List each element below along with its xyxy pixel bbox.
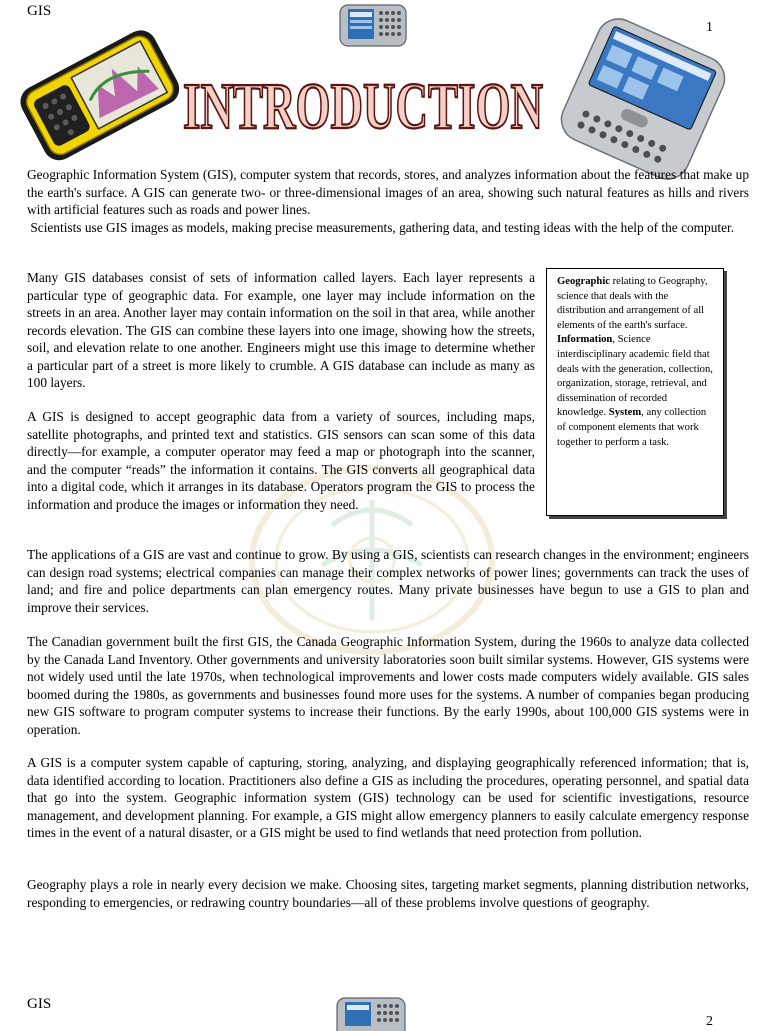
sidebar-definition: relating to Geography, science that deals with the distribution and arrangement of all elements of the earth's surface. — [557, 276, 708, 331]
sources-paragraph: A GIS is designed to accept geographic data from a variety of sources, including maps, satellite photographs, and printed text and statistics. GIS sensors can scan some of this data directly—for example, a computer operator may feed a map or photograph into the scanner, and the computer “reads” the information it contains. The GIS converts all geographical data into a digital code, which it arranges in its database. Operators program the GIS to process the information and produce the images or information they need. — [27, 409, 535, 512]
pda-device-icon — [336, 3, 410, 48]
applications-paragraph: The applications of a GIS are vast and continue to grow. By using a GIS, scientists can research changes in the environment; engineers can design road systems; electrical companies can manage their complex networks of power lines; governments can track the uses of land; and fire and police departments can plan emergency routes. Many private businesses have begun to use a GIS to plan and improve their services. — [27, 547, 749, 615]
page-number: 1 — [706, 20, 713, 35]
history-paragraph: The Canadian government built the first GIS, the Canada Geographic Information System, during the 1960s to analyze data collected by the Canada Land Inventory. Other governments and university laboratories soon built similar systems. However, GIS systems were not widely used until the late 1970s, when technological improvements and lower costs made computers widely available. GIS sales boomed during the 1980s, as governments and businesses found more uses for the systems. A number of companies began producing new GIS software to program computer systems to increase their functions. By the early 1990s, about 100,000 GIS systems were in operation. — [27, 634, 749, 737]
header-label: GIS — [27, 3, 52, 19]
sidebar-term: System — [608, 407, 642, 419]
smartphone-icon — [537, 24, 749, 174]
intro-paragraph-text-2: Scientists use GIS images as models, making precise measurements, gathering data, and testing ideas with the help of the computer. — [30, 219, 735, 235]
footer-label: GIS — [27, 996, 52, 1012]
intro-paragraph — [27, 166, 749, 236]
layers-paragraph: Many GIS databases consist of sets of information called layers. Each layer represents a particular type of geographic data. For example, one layer may include information on the streets in an area. Another layer may contain information on the soil in that area, while another records elevation. The GIS can combine these layers into one image, showing how the streets, soil, and elevation relate to one another. Engineers might use this image to determine whether a particular part of a street is more likely to crumble. A GIS database can include as many as 100 layers. — [27, 270, 535, 390]
page-title — [178, 56, 548, 143]
sidebar-term: Information — [557, 334, 613, 346]
pda-device-icon — [333, 996, 409, 1026]
gps-handheld-icon — [4, 26, 192, 162]
sidebar-term: Geographic — [557, 276, 610, 287]
definitions-sidebar — [546, 268, 724, 516]
next-page-number: 2 — [706, 1014, 713, 1029]
geography-paragraph: Geography plays a role in nearly every decision we make. Choosing sites, targeting market segments, planning distribution networks, responding to emergencies, or redrawing country boundaries—all of these problems involve questions of geography. — [27, 877, 749, 910]
intro-paragraph-text: Geographic Information System (GIS), computer system that records, stores, and analyzes information about the features that make up the earth's surface. A GIS can generate two- or three-dimensional images of an area, showing such natural features as hills and rivers with artificial features such as roads and power lines. — [27, 167, 749, 217]
definition-paragraph: A GIS is a computer system capable of capturing, storing, analyzing, and displaying geographically referenced information; that is, data identified according to location. Practitioners also define a GIS as including the procedures, operating personnel, and spatial data that go into the system. Geographic information system (GIS) technology can be used for scientific investigations, resource management, and development planning. For example, a GIS might allow emergency planners to easily calculate emergency response times in the event of a natural disaster, or a GIS might be used to find wetlands that need protection from pollution. — [27, 755, 749, 840]
sidebar-definition: , any collection of component elements that work together to perform a task. — [557, 407, 707, 448]
sidebar-definition: , Science interdisciplinary academic field that deals with the generation, collection, organization, storage, retrieval, and dissemination of recorded knowledge. — [557, 334, 713, 419]
page-title-text: INTRODUCTION — [183, 70, 543, 143]
